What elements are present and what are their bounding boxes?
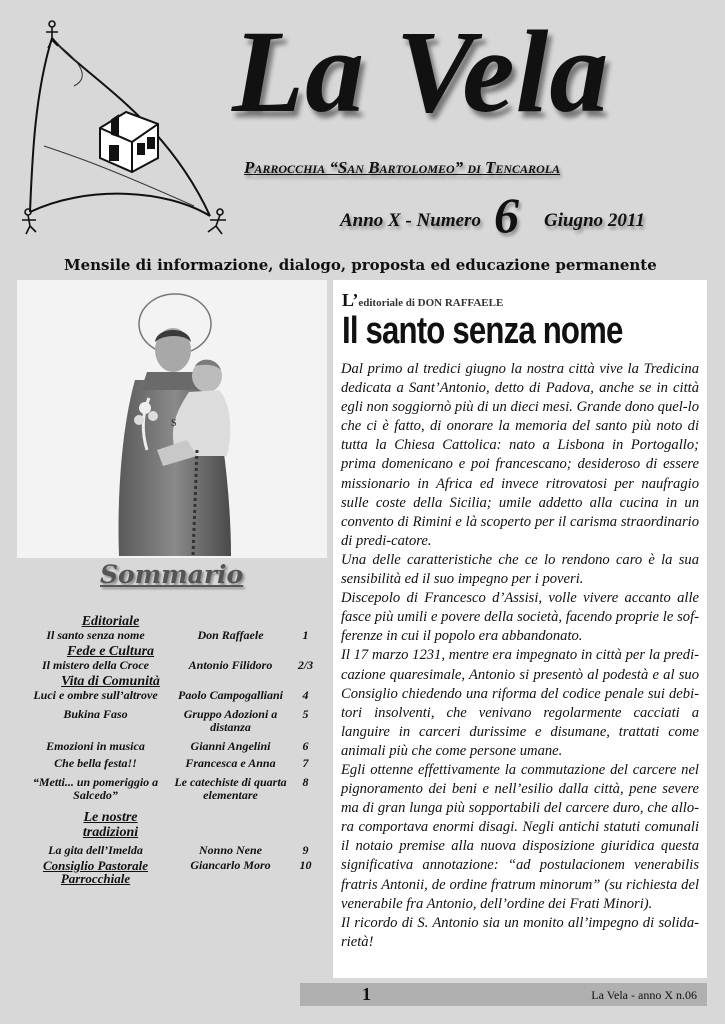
toc-page: 9: [302, 843, 309, 857]
toc-section-heading: Fede e Cultura: [66, 644, 155, 659]
toc-page: 6: [302, 739, 309, 753]
toc-title: Il santo senza nome: [46, 628, 145, 642]
toc-section-heading: Le nostre tradizioni: [82, 810, 139, 840]
toc-title: La gita dell’Imelda: [48, 843, 143, 857]
toc-section-heading: Vita di Comunità: [61, 674, 160, 689]
article-paragraph: Il 17 marzo 1231, mentre era impegnato in città per la predi-cazione quaresimale, Antonio si presentò al podestà e al suo Consiglio chiedendo una riforma del codice penale sui debi-tori insolventi, che venivano regolarmente cacciati a languire in carceri durissime e disumane, trattati come animali più che come persone umane.: [341, 647, 699, 759]
toc-author: Nonno Nene: [198, 843, 262, 857]
toc-row[interactable]: [18, 757, 323, 770]
kicker-initial: L’: [342, 290, 359, 310]
issue-info: [340, 187, 670, 246]
toc-page: 10: [299, 858, 312, 872]
toc-title: Che bella festa!!: [54, 756, 137, 770]
saint-anthony-statue-image: [17, 280, 327, 558]
toc-author: Francesca e Anna: [185, 756, 276, 770]
page-number: 1: [362, 984, 371, 1004]
toc-row[interactable]: [18, 659, 323, 672]
toc-title: Bukina Faso: [63, 707, 128, 721]
article-paragraph: Egli ottenne effettivamente la commutazione del carcere nel pignoramento dei beni e nell’esilio dalla città, pene severe ma di gran lunga più sopportabili del carcere duro, che allo-ra comportava enormi disagi. Negli antichi statuti comunali il notaio premise alla nuova disposizione giuridica questa significativa annotazione: “ad postulacionem venerabilis fratris Antonii, de ordine fratrum minorum” (su richiesta del venerabile fra Antonio, dell’ordine dei Frati Minori).: [341, 761, 699, 912]
toc-author: Gruppo Adozioni a distanza: [183, 707, 278, 734]
toc-page: 1: [302, 628, 309, 642]
article-paragraph: Una delle caratteristiche che ce lo rendono caro è la sua sensibilità ed il suo impegno per i poveri.: [341, 551, 699, 588]
toc-title: Consiglio Pastorale Parrocchiale: [42, 858, 149, 886]
toc-row[interactable]: [18, 740, 323, 753]
toc-author: Antonio Filidoro: [188, 658, 273, 672]
toc-row[interactable]: [18, 844, 323, 857]
article-body: [341, 360, 699, 952]
toc-row[interactable]: [18, 689, 323, 702]
toc-title: “Metti... un pomeriggio a Salcedo”: [32, 775, 159, 802]
issue-prefix: Anno X - Numero: [340, 210, 481, 231]
toc-page: 4: [302, 688, 309, 702]
toc-author: Gianni Angelini: [190, 739, 271, 753]
statue-letter: S: [171, 418, 177, 429]
toc-row[interactable]: [18, 776, 323, 802]
tagline: Mensile di informazione, dialogo, proposta ed educazione permanente: [64, 256, 657, 274]
toc-row[interactable]: [18, 629, 323, 642]
toc-page: 7: [302, 756, 309, 770]
toc-page: 2/3: [297, 658, 314, 672]
table-of-contents: [18, 612, 323, 885]
issue-number: 6: [494, 187, 519, 243]
sail-logo-icon: [14, 16, 232, 248]
toc-row[interactable]: [18, 859, 323, 885]
article-paragraph: Dal primo al tredici giugno la nostra città vive la Tredicina dedicata a Sant’Antonio, detto di Padova, anche se in città egli non soggiornò più di un dieci mesi. Grande dono quel-lo che ci è fatto, di onorare la memoria del santo più noto di tutta la Chiesa Cattolica: nato a Lisbona in Portogallo; prima domenicano e poi francescano; desideroso di essere missionario in Africa ed invece ritrovatosi per naufragio sulle coste della Sicilia; umile addetto alla cucina in un convento di Rimini e là scoperto per il carisma straordinario di predi-catore.: [341, 361, 699, 549]
toc-author: Giancarlo Moro: [190, 858, 271, 872]
editorial-article: [333, 280, 707, 978]
toc-author: Don Raffaele: [197, 628, 264, 642]
kicker-byline: editoriale di DON RAFFAELE: [358, 297, 504, 309]
toc-page: 8: [302, 775, 309, 789]
article-headline: Il santo senza nome: [342, 310, 623, 352]
article-paragraph: Discepolo di Francesco d’Assisi, volle vivere accanto alle fasce più umili e povere della società, facendo proprie le sof-ferenze in cui il popolo era abbandonato.: [341, 590, 699, 645]
footer-label: La Vela - anno X n.06: [591, 988, 697, 1002]
toc-author: Le catechiste di quarta elementare: [174, 775, 287, 802]
toc-title: Luci e ombre sull’altrove: [33, 688, 158, 702]
toc-title: Il mistero della Croce: [42, 658, 149, 672]
toc-section-heading: Editoriale: [81, 614, 140, 629]
toc-page: 5: [302, 707, 309, 721]
masthead-title: La Vela: [232, 6, 610, 137]
toc-title: Emozioni in musica: [46, 739, 145, 753]
sommario-title: Sommario: [100, 560, 244, 589]
page-footer: [300, 983, 707, 1006]
article-paragraph: Il ricordo di S. Antonio sia un monito all’impegno di solida-rietà!: [341, 914, 699, 950]
toc-author: Paolo Campogalliani: [177, 688, 283, 702]
parish-name: Parrocchia “San Bartolomeo” di Tencarola: [244, 158, 561, 177]
toc-row[interactable]: [18, 708, 323, 734]
issue-date: Giugno 2011: [544, 210, 645, 231]
